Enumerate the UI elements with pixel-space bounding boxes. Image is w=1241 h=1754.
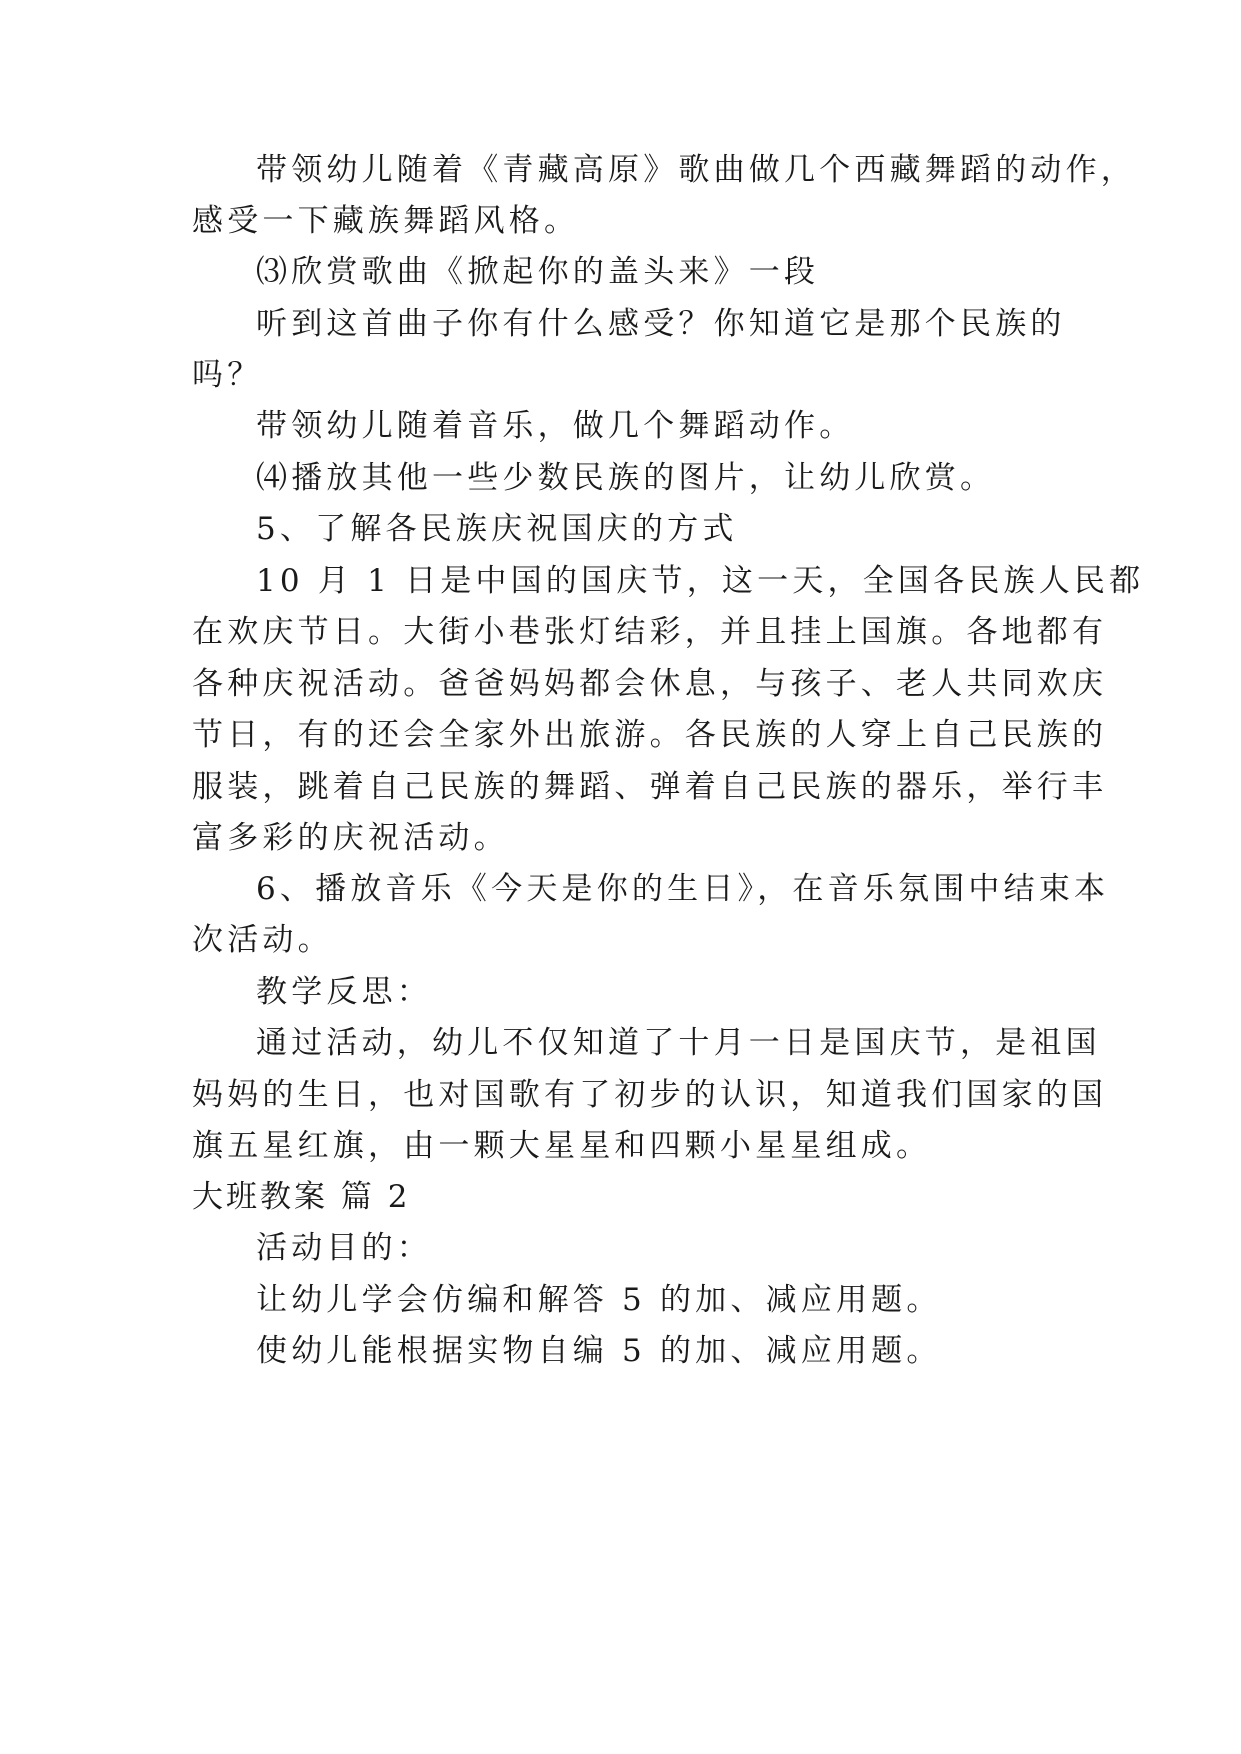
paragraph-line: 教学反思： [256, 974, 432, 1010]
paragraph-line: 活动目的： [256, 1230, 432, 1266]
paragraph-line: 旗五星红旗，由一颗大星星和四颗小星星组成。 [192, 1128, 932, 1164]
paragraph-line: 10 月 1 日是中国的国庆节，这一天，全国各民族人民都 [256, 563, 1145, 599]
paragraph-line: 次活动。 [192, 922, 333, 958]
paragraph-line: 妈妈的生日，也对国歌有了初步的认识，知道我们国家的国 [192, 1077, 1108, 1113]
paragraph-line: 使幼儿能根据实物自编 5 的加、减应用题。 [256, 1333, 942, 1369]
paragraph-line: 富多彩的庆祝活动。 [192, 820, 509, 856]
paragraph-line: 带领幼儿随着《青藏高原》歌曲做几个西藏舞蹈的动作， [256, 152, 1136, 188]
paragraph-line: 6、播放音乐《今天是你的生日》，在音乐氛围中结束本 [256, 871, 1110, 907]
paragraph-line: 5、了解各民族庆祝国庆的方式 [256, 511, 738, 547]
paragraph-line: 各种庆祝活动。爸爸妈妈都会休息，与孩子、老人共同欢庆 [192, 666, 1108, 702]
paragraph-line: ⑶欣赏歌曲《掀起你的盖头来》一段 [256, 254, 820, 290]
paragraph-line: 让幼儿学会仿编和解答 5 的加、减应用题。 [256, 1282, 942, 1318]
paragraph-line: 感受一下藏族舞蹈风格。 [192, 203, 580, 239]
paragraph-line: 吗？ [192, 357, 263, 393]
paragraph-line: ⑷播放其他一些少数民族的图片，让幼儿欣赏。 [256, 460, 996, 496]
paragraph-line: 节日，有的还会全家外出旅游。各民族的人穿上自己民族的 [192, 717, 1108, 753]
paragraph-line: 服装，跳着自己民族的舞蹈、弹着自己民族的器乐，举行丰 [192, 769, 1108, 805]
paragraph-line: 带领幼儿随着音乐，做几个舞蹈动作。 [256, 408, 855, 444]
paragraph-line: 在欢庆节日。大街小巷张灯结彩，并且挂上国旗。各地都有 [192, 614, 1108, 650]
paragraph-line: 听到这首曲子你有什么感受？你知道它是那个民族的 [256, 306, 1066, 342]
section-heading: 大班教案 篇 2 [192, 1179, 411, 1215]
paragraph-line: 通过活动，幼儿不仅知道了十月一日是国庆节，是祖国 [256, 1025, 1101, 1061]
